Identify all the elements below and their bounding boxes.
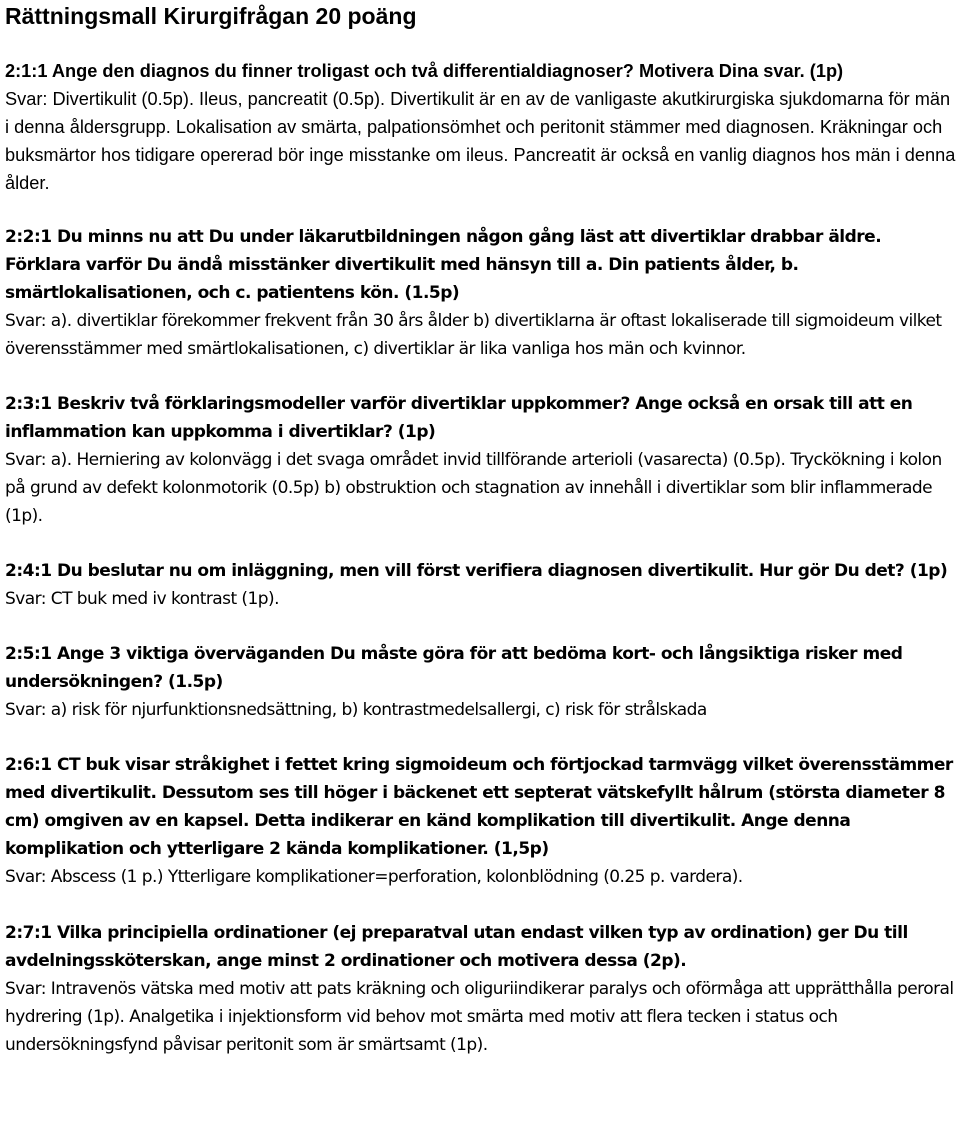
answer-text: Svar: CT buk med iv kontrast (1p). <box>5 589 279 609</box>
answer-text: Svar: Abscess (1 p.) Ytterligare komplikationer=perforation, kolonblödning (0.25 p. vardera). <box>5 867 743 887</box>
question-text: 2:7:1 Vilka principiella ordinationer (ej preparatval utan endast vilken typ av ordination) ger Du till avdelningssköterskan, ange minst 2 ordinationer och motivera dessa (2p). <box>5 923 908 971</box>
answer-text: Svar: Divertikulit (0.5p). Ileus, pancreatit (0.5p). Divertikulit är en av de vanligaste akutkirurgiska sjukdomarna för män i denna åldersgrupp. Lokalisation av smärta, palpationsömhet och peritonit stämmer med diagnosen. Kräkningar och buksmärtor hos tidigare opererad bör inge misstanke om ileus. Pancreatit är också en vanlig diagnos hos män i denna ålder. <box>5 89 956 193</box>
question-section-2-5-1 <box>5 640 956 724</box>
answer-text: Svar: a). Herniering av kolonvägg i det svaga området invid tillförande arterioli (vasarecta) (0.5p). Tryckökning i kolon på grund av defekt kolonmotorik (0.5p) b) obstruktion och stagnation av innehåll i divertiklar som blir inflammerade (1p). <box>5 450 942 526</box>
question-text: 2:4:1 Du beslutar nu om inläggning, men vill först verifiera diagnosen divertikulit. Hur gör Du det? (1p) <box>5 561 948 581</box>
question-section-2-2-1 <box>5 223 956 363</box>
question-text: 2:5:1 Ange 3 viktiga överväganden Du måste göra för att bedöma kort- och långsiktiga risker med undersökningen? (1.5p) <box>5 644 903 692</box>
question-text: 2:1:1 Ange den diagnos du finner troligast och två differentialdiagnoser? Motivera Dina svar. (1p) <box>5 61 844 81</box>
answer-text: Svar: a) risk för njurfunktionsnedsättning, b) kontrastmedelsallergi, c) risk för strålskada <box>5 700 707 720</box>
document-title: Rättningsmall Kirurgifrågan 20 poäng <box>5 3 417 29</box>
question-section-2-1-1 <box>5 57 956 197</box>
question-section-2-7-1 <box>5 919 956 1059</box>
question-section-2-6-1 <box>5 751 956 891</box>
question-section-2-3-1 <box>5 390 956 530</box>
question-text: 2:6:1 CT buk visar stråkighet i fettet kring sigmoideum och förtjockad tarmvägg vilket överensstämmer med divertikulit. Dessutom ses till höger i bäckenet ett septerat vätskefyllt hålrum (största diameter 8 cm) omgiven av en kapsel. Detta indikerar en känd komplikation till divertikulit. Ange denna komplikation och ytterligare 2 kända komplikationer. (1,5p) <box>5 755 953 859</box>
answer-text: Svar: a). divertiklar förekommer frekvent från 30 års ålder b) divertiklarna är oftast lokaliserade till sigmoideum vilket överensstämmer med smärtlokalisationen, c) divertiklar är lika vanliga hos män och kvinnor. <box>5 311 942 359</box>
question-text: 2:3:1 Beskriv två förklaringsmodeller varför divertiklar uppkommer? Ange också en orsak till att en inflammation kan uppkomma i divertiklar? (1p) <box>5 394 913 442</box>
answer-text: Svar: Intravenös vätska med motiv att pats kräkning och oliguriindikerar paralys och oförmåga att upprätthålla peroral hydrering (1p). Analgetika i injektionsform vid behov mot smärta med motiv att flera tecken i status och undersökningsfynd påvisar peritonit som är smärtsamt (1p). <box>5 979 954 1055</box>
question-text: 2:2:1 Du minns nu att Du under läkarutbildningen någon gång läst att divertiklar drabbar äldre. Förklara varför Du ändå misstänker divertikulit med hänsyn till a. Din patients ålder, b. smärtlokalisationen, och c. patientens kön. (1.5p) <box>5 227 882 303</box>
question-section-2-4-1 <box>5 557 956 613</box>
